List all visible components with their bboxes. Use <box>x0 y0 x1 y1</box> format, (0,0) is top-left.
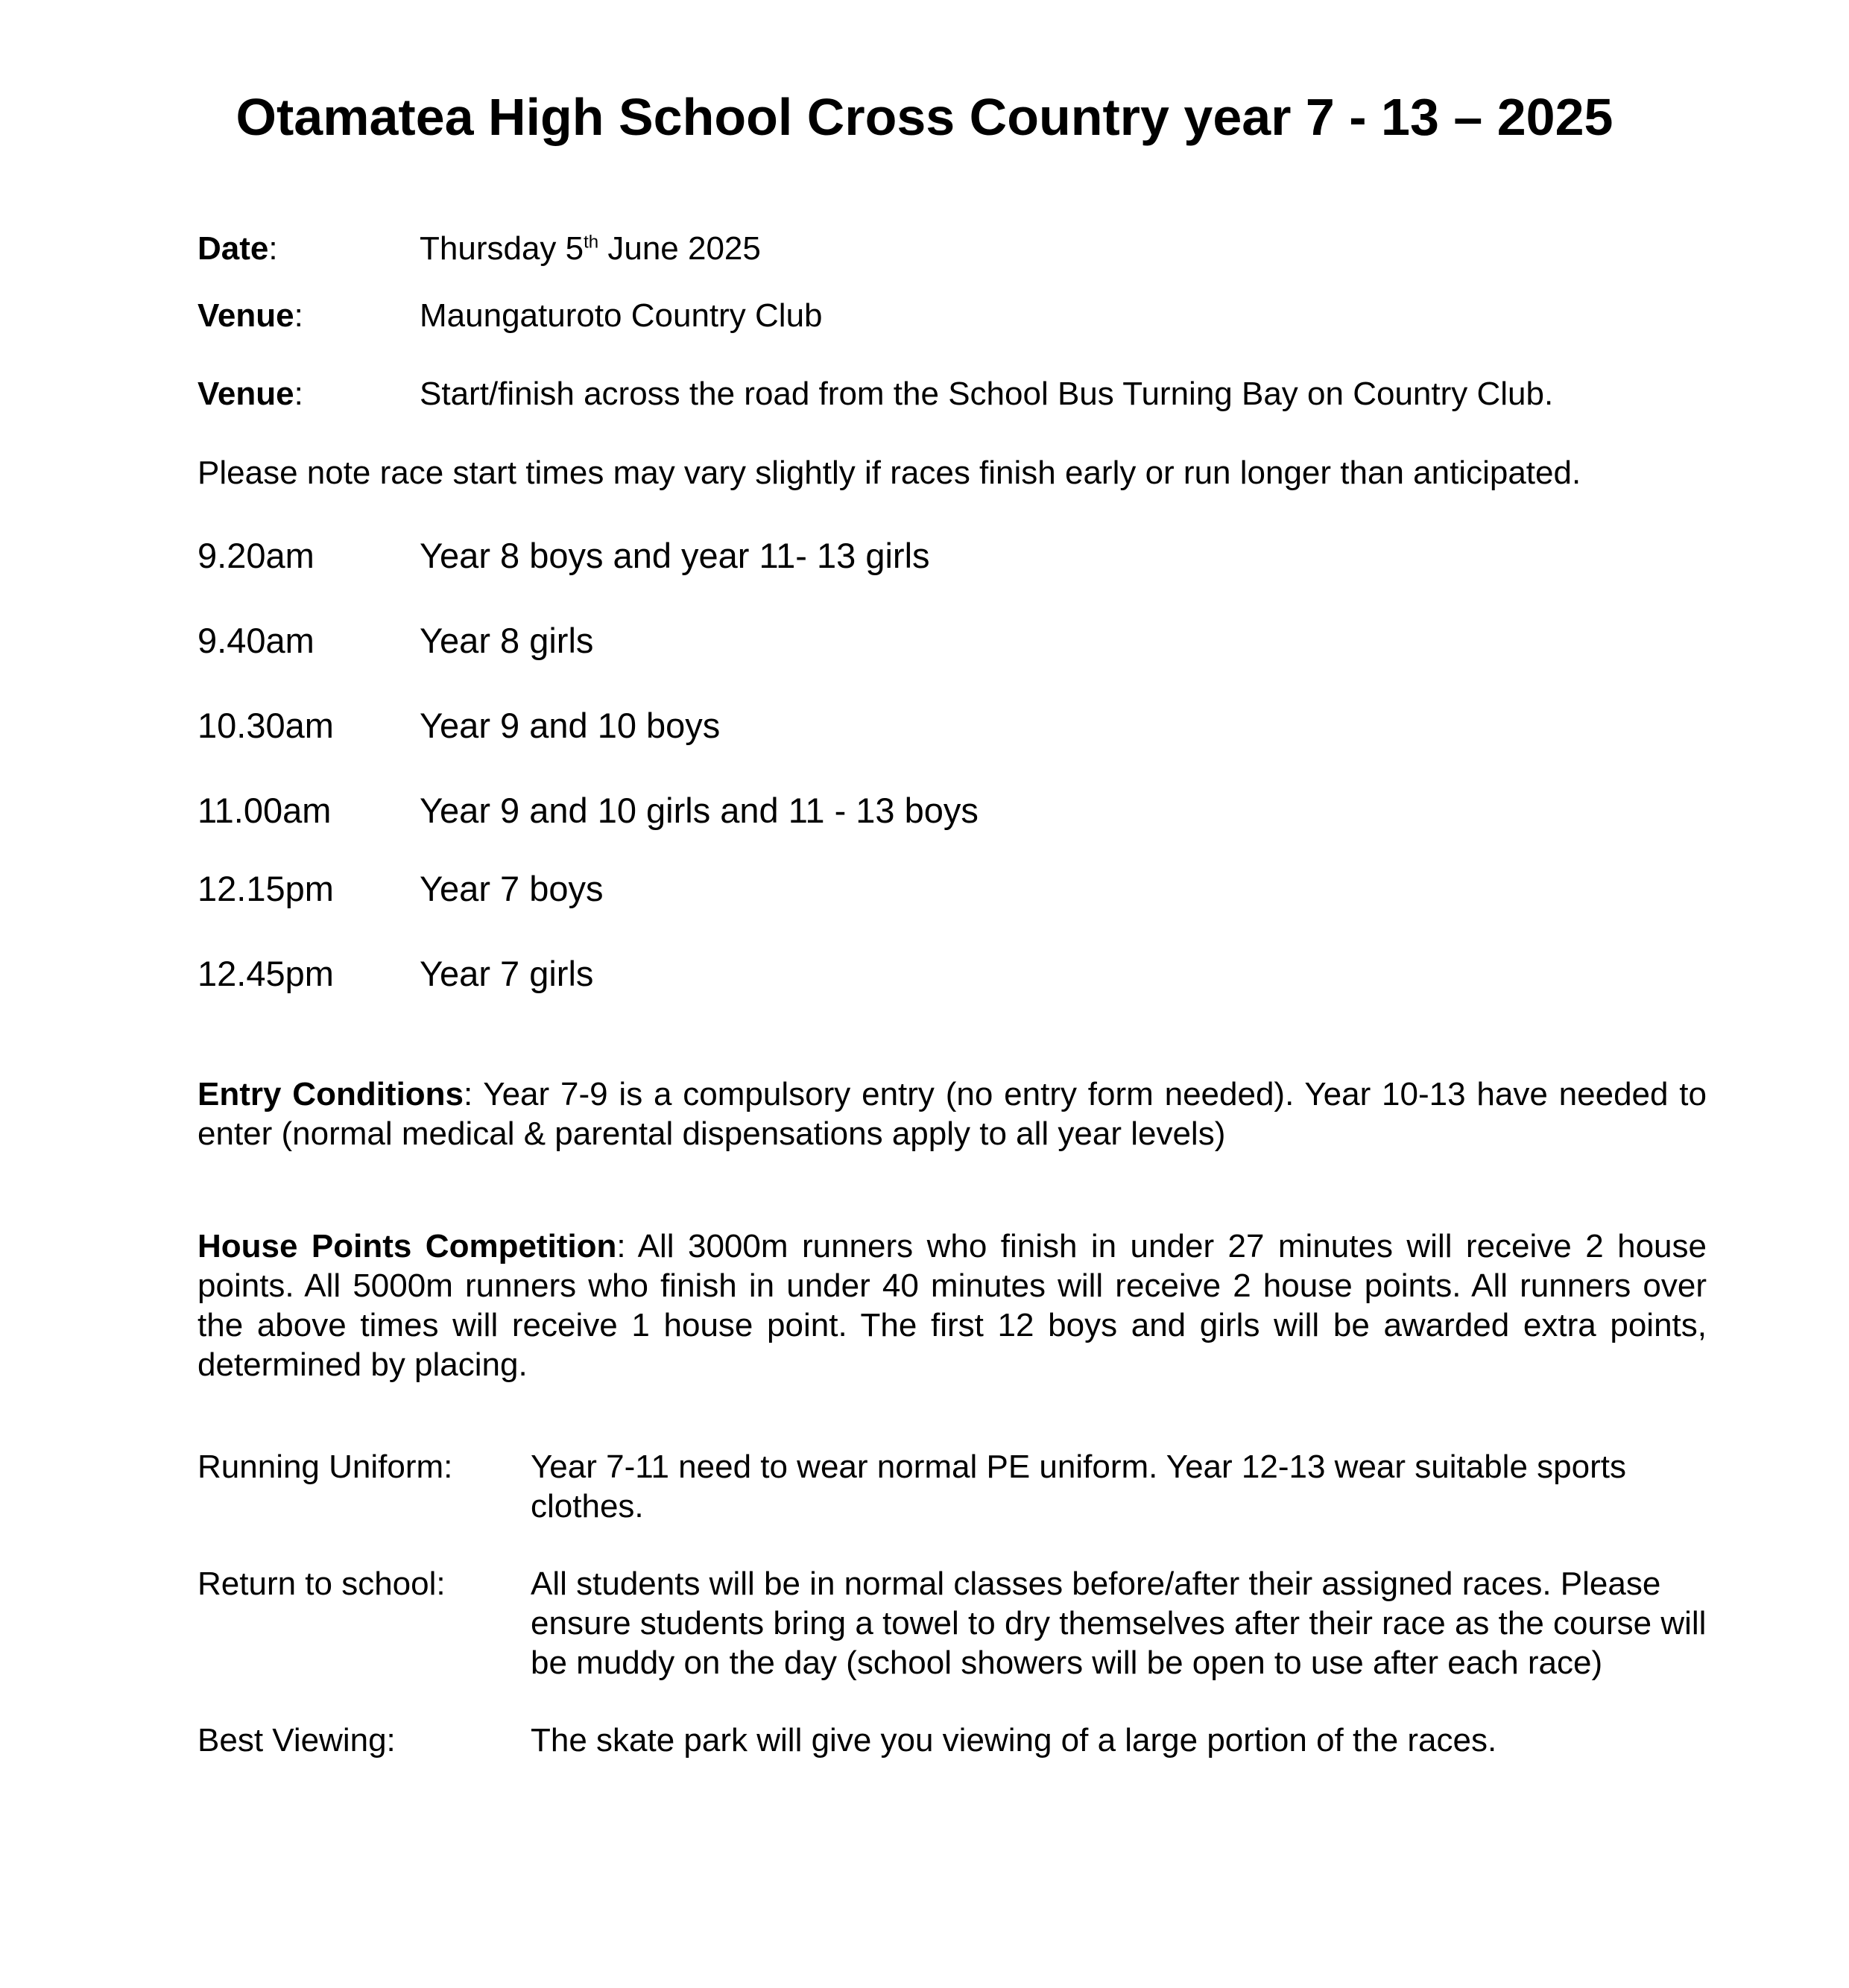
schedule-race: Year 8 boys and year 11- 13 girls <box>420 536 930 575</box>
venue2-value: Start/finish across the road from the School Bus Turning Bay on Country Club. <box>420 376 1554 412</box>
page-title: Otamatea High School Cross Country year 7 - 13 – 2025 <box>236 88 1613 146</box>
info-label: Running Uniform: <box>197 1449 453 1485</box>
venue-label-wrap: Venue: <box>197 297 303 334</box>
info-value: The skate park will give you viewing of a large portion of the races. <box>531 1722 1497 1759</box>
schedule-time: 11.00am <box>197 791 332 830</box>
info-label: Best Viewing: <box>197 1722 396 1759</box>
venue-value: Maungaturoto Country Club <box>420 297 823 334</box>
info-value: Year 7-11 need to wear normal PE uniform. Year 12-13 wear suitable sports clothes. <box>531 1449 1626 1525</box>
date-label-wrap: Date: <box>197 230 278 267</box>
schedule-time: 9.20am <box>197 536 315 575</box>
schedule-race: Year 7 boys <box>420 869 604 908</box>
info-row-return <box>197 1564 1710 1682</box>
schedule-race: Year 8 girls <box>420 621 594 660</box>
date-suffix: th <box>584 232 599 253</box>
schedule-time: 12.45pm <box>197 954 334 993</box>
date-label: Date <box>197 230 269 267</box>
schedule-race: Year 9 and 10 boys <box>420 706 721 745</box>
schedule-race: Year 7 girls <box>420 954 594 993</box>
date-value <box>420 228 761 270</box>
date-day: Thursday 5 <box>420 230 584 267</box>
schedule-time: 9.40am <box>197 621 315 660</box>
venue-label: Venue <box>197 297 294 334</box>
info-row-viewing <box>197 1720 1710 1760</box>
date-rest: June 2025 <box>598 230 761 267</box>
schedule-time: 12.15pm <box>197 869 334 908</box>
house-points-label: House Points Competition <box>197 1228 617 1264</box>
venue2-label-wrap: Venue: <box>197 376 303 412</box>
entry-conditions-text: : Year 7-9 is a compulsory entry (no entry form needed). Year 10-13 have needed to enter (normal medical & parental dispensations apply to all year levels) <box>197 1076 1707 1152</box>
entry-conditions-label: Entry Conditions <box>197 1076 464 1112</box>
info-value: All students will be in normal classes before/after their assigned races. Please ensure students bring a towel to dry themselves after their race as the course will be muddy on the day (school showers will be open to use after each race) <box>531 1566 1707 1681</box>
info-label: Return to school: <box>197 1566 446 1602</box>
schedule-time: 10.30am <box>197 706 334 745</box>
entry-conditions-paragraph <box>197 1074 1707 1153</box>
info-row-uniform <box>197 1447 1710 1526</box>
house-points-text: : All 3000m runners who finish in under 27 minutes will receive 2 house points. All 5000m runners who finish in under 40 minutes will receive 2 house points. All runners over the above times will receive 1 house point. The first 12 boys and girls will be awarded extra points, determined by placing. <box>197 1228 1707 1383</box>
schedule-race: Year 9 and 10 girls and 11 - 13 boys <box>420 791 979 830</box>
house-points-paragraph <box>197 1226 1707 1384</box>
timing-note: Please note race start times may vary slightly if races finish early or run longer than anticipated. <box>197 455 1581 491</box>
venue2-label: Venue <box>197 376 294 412</box>
